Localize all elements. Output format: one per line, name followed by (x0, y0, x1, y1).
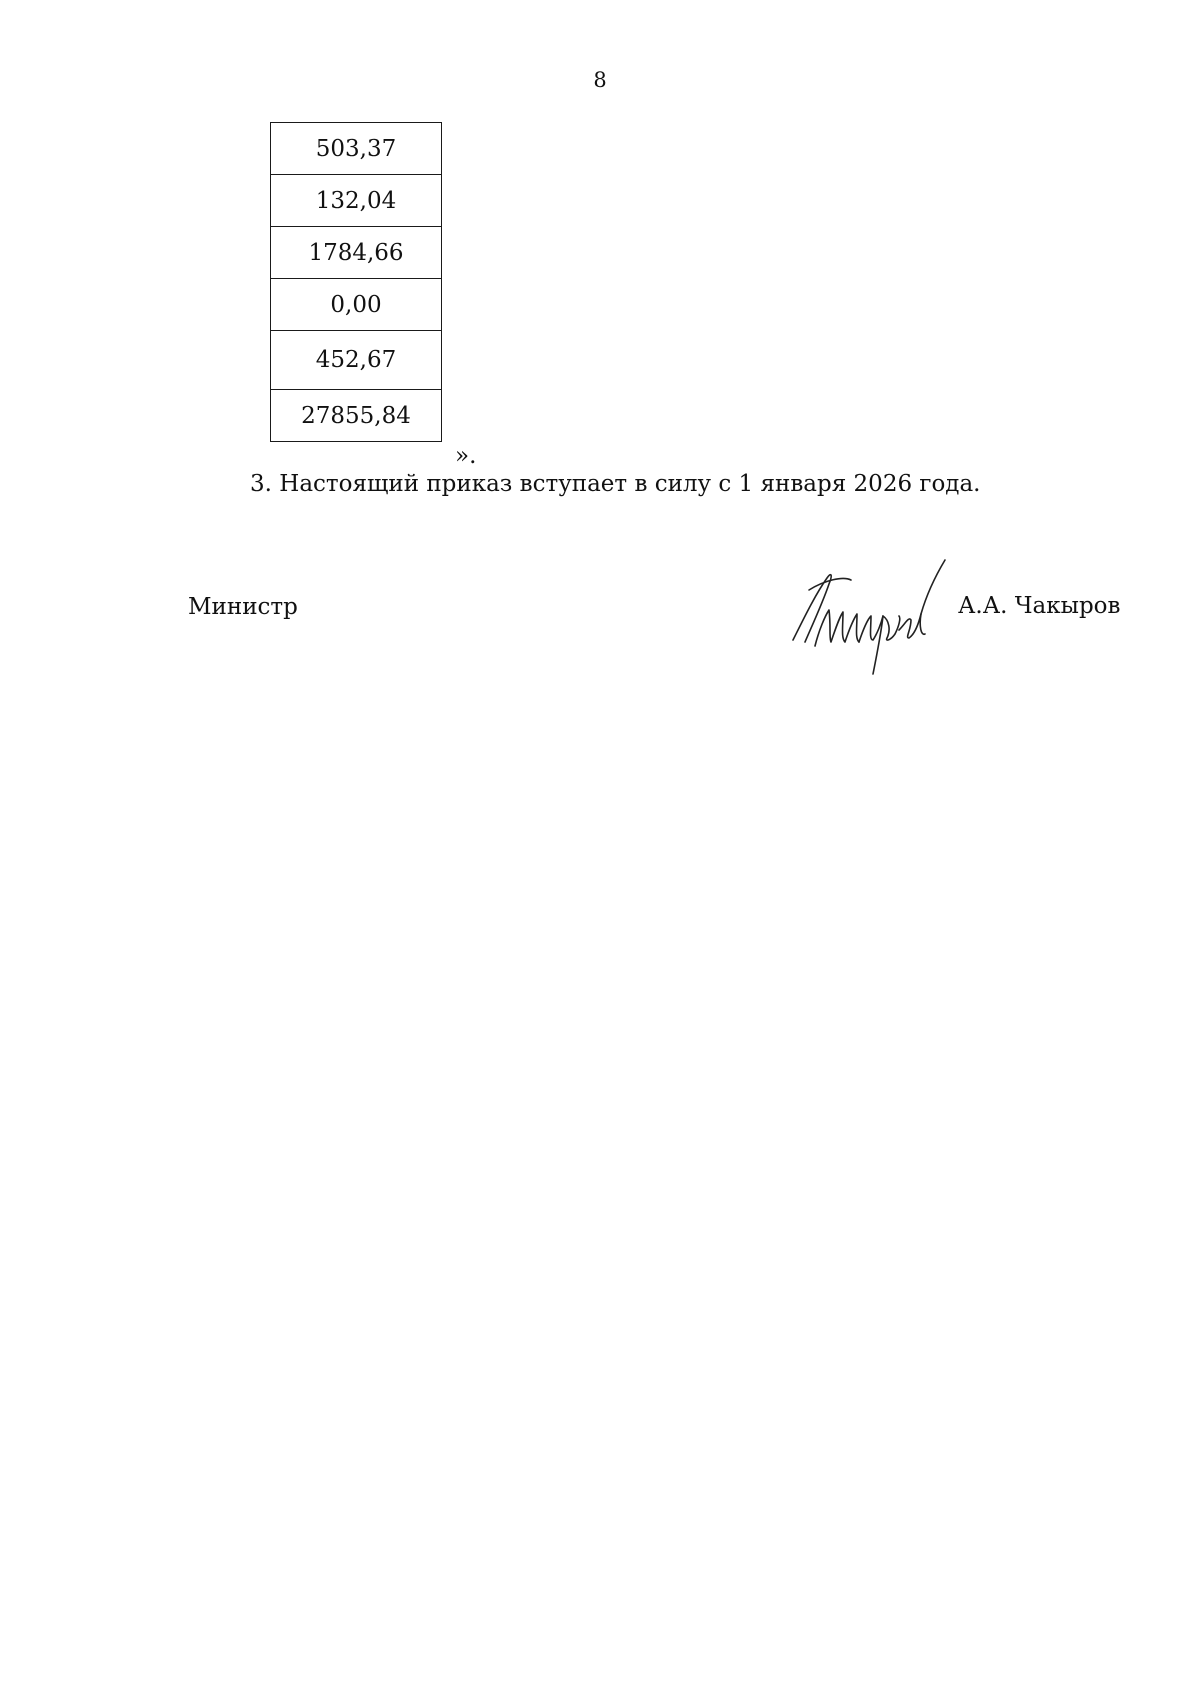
table-cell: 132,04 (271, 175, 442, 227)
signer-position: Министр (188, 594, 298, 620)
clause-3-text: 3. Настоящий приказ вступает в силу с 1 января 2026 года. (250, 471, 981, 497)
table-cell: 452,67 (271, 331, 442, 390)
table-row (271, 279, 442, 331)
table-row (271, 227, 442, 279)
signature-icon (785, 550, 965, 680)
table-cell: 1784,66 (271, 227, 442, 279)
table-cell: 503,37 (271, 123, 442, 175)
page-number: 8 (593, 68, 607, 92)
signer-name: А.А. Чакыров (958, 593, 1121, 619)
table-row (271, 175, 442, 227)
table-row (271, 123, 442, 175)
table-row (271, 390, 442, 442)
closing-quote: ». (455, 443, 477, 469)
table-cell: 27855,84 (271, 390, 442, 442)
table-row (271, 331, 442, 390)
values-table (270, 122, 442, 442)
table-cell: 0,00 (271, 279, 442, 331)
